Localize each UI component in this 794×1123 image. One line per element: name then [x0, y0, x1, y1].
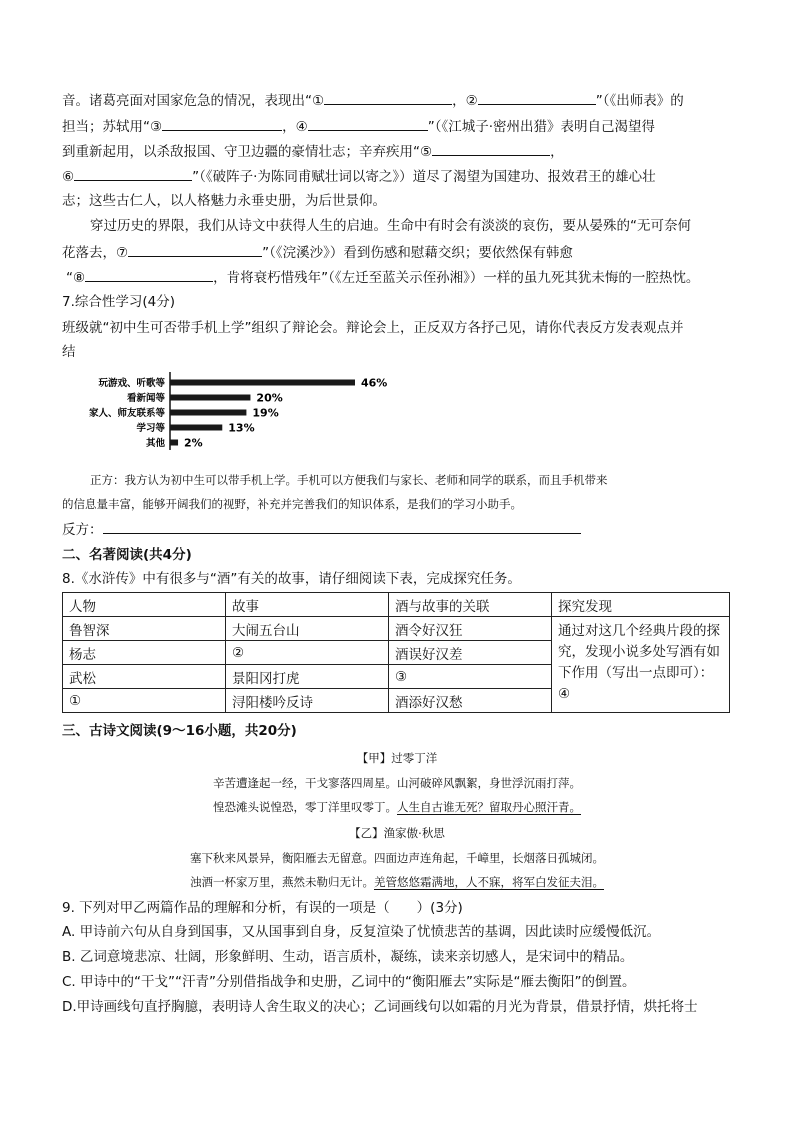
chart-value-label: 46% — [361, 376, 388, 390]
recitation-line-8 — [66, 267, 699, 288]
chart-bar — [170, 380, 355, 386]
table-cell: 景阳冈打虎 — [226, 665, 389, 689]
answer-blank-3[interactable] — [162, 116, 282, 131]
recitation-line-4 — [62, 166, 656, 187]
recitation-line-2 — [62, 116, 655, 137]
q9-option-b[interactable]: B. 乙词意境悲凉、壮阔，形象鲜明、生动，语言质朴，凝练，读来亲切感人，是宋词中的精品。 — [62, 949, 634, 965]
text-segment: 到重新起用，以杀敌报国、守卫边疆的豪情壮志；辛弃疾用“⑤ — [62, 144, 433, 160]
text-segment: 音。诸葛亮面对国家危急的情况，表现出“① — [62, 93, 325, 109]
table-header-cell: 故事 — [226, 593, 389, 617]
chart-value-label: 19% — [252, 406, 279, 420]
chart-category-label: 看新闻等 — [126, 393, 165, 404]
text-segment: “⑧ — [66, 270, 86, 286]
table-cell-blank[interactable]: ② — [226, 641, 389, 665]
table-cell: 酒添好汉愁 — [389, 689, 552, 713]
q9-option-a[interactable]: A. 甲诗前六句从自身到国事，又从国事到自身，反复渲染了忧愤悲苦的基调，因此读时应缓慢低沉。 — [62, 924, 661, 940]
section-2-heading: 二、名著阅读(共4分) — [62, 547, 192, 563]
recitation-line-6: 穿过历史的界限，我们从诗文中获得人生的启迪。生命中有时会有淡淡的哀伤，要从晏殊的“无可奈何 — [90, 218, 691, 234]
poem-b-line-2a: 浊酒一杯家万里，燕然未勒归无计。 — [190, 875, 374, 889]
poem-b-line-1: 塞下秋来风景异，衡阳雁去无留意。四面边声连角起，千嶂里，长烟落日孤城闭。 — [190, 851, 604, 865]
chart-value-label: 2% — [184, 436, 203, 450]
chart-category-label: 其他 — [145, 438, 165, 449]
text-segment: ”（《出师表》的 — [595, 93, 684, 109]
table-cell-blank[interactable]: ① — [63, 689, 226, 713]
recitation-line-3 — [62, 141, 564, 162]
chart-bar — [170, 395, 250, 401]
answer-blank-1[interactable] — [324, 90, 452, 105]
answer-blank-6[interactable] — [74, 166, 192, 181]
table-cell: 武松 — [63, 665, 226, 689]
table-cell-blank[interactable]: ③ — [389, 665, 552, 689]
chart-value-label: 20% — [256, 391, 283, 405]
q9-option-c[interactable]: C. 甲诗中的“干戈”“汗青”分别借指战争和史册，乙词中的“衡阳雁去”实际是“雁去衡阳”的倒置。 — [62, 974, 636, 990]
text-segment: ， — [550, 144, 564, 160]
table-cell: 杨志 — [63, 641, 226, 665]
text-segment: ，肯将衰朽惜残年”（《左迁至蓝关示侄孙湘》）一样的虽九死其犹未悔的一腔热忱。 — [213, 270, 700, 286]
table-cell: 鲁智深 — [63, 617, 226, 641]
q9-option-d[interactable]: D.甲诗画线句直抒胸臆，表明诗人舍生取义的决心；乙词画线句以如霜的月光为背景，借景抒情，烘托将士 — [62, 999, 698, 1015]
table-row — [63, 617, 730, 641]
con-answer-blank[interactable] — [103, 519, 581, 534]
table-cell: 酒令好汉狂 — [389, 617, 552, 641]
answer-blank-7[interactable] — [128, 242, 262, 257]
recitation-line-7 — [62, 242, 573, 263]
answer-blank-4[interactable] — [308, 116, 428, 131]
poem-a-line-2a: 惶恐滩头说惶恐，零丁洋里叹零丁。 — [213, 800, 397, 814]
chart-value-label: 13% — [228, 421, 255, 435]
q7-pro-line-1: 正方：我方认为初中生可以带手机上学。手机可以方便我们与家长、老师和同学的联系，而且手机带来 — [90, 473, 608, 487]
recitation-line-1 — [62, 90, 684, 111]
text-segment: 担当；苏轼用“③ — [62, 119, 163, 135]
water-margin-table — [62, 592, 730, 713]
chart-category-label: 玩游戏、听歌等 — [98, 378, 165, 389]
answer-blank-5[interactable] — [432, 141, 550, 156]
finding-cell[interactable]: 通过对这几个经典片段的探究，发现小说多处写酒有如下作用（写出一点即可）：④ — [552, 617, 730, 713]
table-header-cell: 探究发现 — [552, 593, 730, 617]
answer-blank-8[interactable] — [85, 267, 213, 282]
text-segment: ”（《浣溪沙》）看到伤感和慰藉交织；要依然保有韩愈 — [262, 245, 573, 261]
poem-b-line-2 — [62, 872, 732, 892]
recitation-line-5: 志；这些古仁人，以人格魅力永垂史册，为后世景仰。 — [62, 193, 386, 209]
chart-bar — [170, 440, 178, 446]
poem-a-line-2 — [62, 797, 732, 817]
text-segment: ，④ — [282, 119, 308, 135]
poem-a-underlined-line: 人生自古谁无死？留取丹心照汗青。 — [397, 800, 581, 814]
chart-bar — [170, 425, 222, 431]
q7-title: 7.综合性学习(4分) — [62, 294, 176, 310]
q7-prompt-line-2: 结 — [62, 344, 76, 360]
con-label: 反方： — [62, 522, 103, 538]
poem-a-line-1: 辛苦遭逢起一经，干戈寥落四周星。山河破碎风飘絮，身世浮沉雨打萍。 — [213, 776, 581, 790]
poem-b-underlined-line: 羌管悠悠霜满地，人不寐，将军白发征夫泪。 — [374, 875, 604, 889]
poem-b-title: 【乙】渔家傲·秋思 — [349, 826, 445, 840]
section-3-heading: 三、古诗文阅读(9～16小题，共20分) — [62, 723, 297, 739]
chart-bar — [170, 410, 246, 416]
table-header-row — [63, 593, 730, 617]
table-header-cell: 人物 — [63, 593, 226, 617]
text-segment: ”（《江城子·密州出猎》表明自己渴望得 — [427, 119, 656, 135]
q7-prompt-line-1: 班级就“初中生可否带手机上学”组织了辩论会。辩论会上，正反双方各抒己见，请你代表反方发表观点并 — [62, 320, 684, 336]
q8-stem: 8.《水浒传》中有很多与“酒”有关的故事，请仔细阅读下表，完成探究任务。 — [62, 571, 521, 587]
q7-pro-line-2: 的信息量丰富，能够开阔我们的视野，补充并完善我们的知识体系，是我们的学习小助手。 — [62, 497, 522, 511]
text-segment: ”（《破阵子·为陈同甫赋壮词以寄之》）道尽了渴望为国建功、报效君王的雄心壮 — [192, 169, 656, 185]
text-segment: ，② — [452, 93, 478, 109]
poem-a-title: 【甲】过零丁洋 — [356, 751, 438, 765]
text-segment: ⑥ — [62, 169, 75, 185]
chart-category-label: 学习等 — [136, 423, 165, 434]
text-segment: 花落去，⑦ — [62, 245, 129, 261]
table-header-cell: 酒与故事的关联 — [389, 593, 552, 617]
q9-stem: 9. 下列对甲乙两篇作品的理解和分析，有误的一项是（ ）(3分) — [62, 900, 463, 916]
table-cell: 浔阳楼吟反诗 — [226, 689, 389, 713]
table-cell: 大闹五台山 — [226, 617, 389, 641]
phone-usage-bar-chart — [62, 370, 422, 452]
q7-con-answer — [62, 519, 581, 540]
table-cell: 酒误好汉差 — [389, 641, 552, 665]
answer-blank-2[interactable] — [478, 90, 596, 105]
chart-category-label: 家人、师友联系等 — [88, 408, 165, 419]
